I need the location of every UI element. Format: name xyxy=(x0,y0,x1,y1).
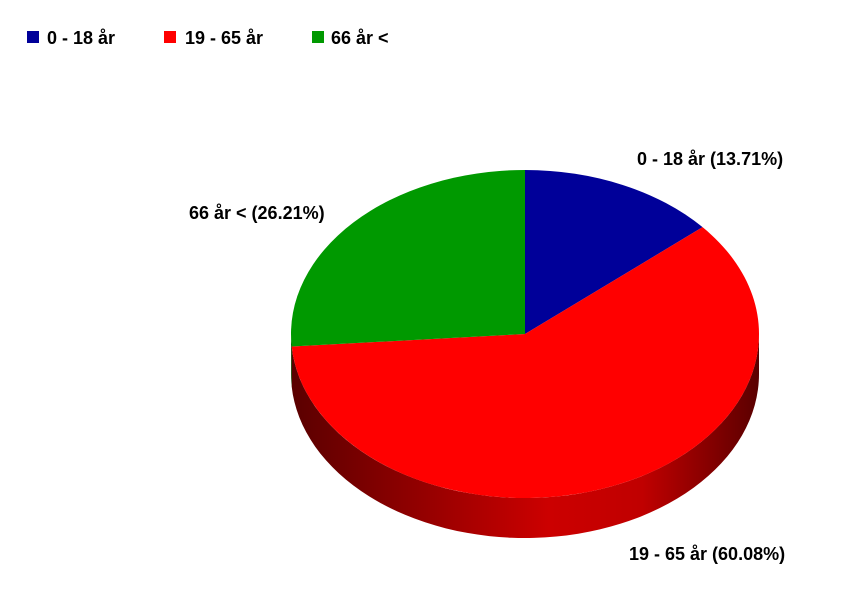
slice-label-19-65: 19 - 65 år (60.08%) xyxy=(629,544,786,564)
pie-slice-66-plus xyxy=(291,170,525,346)
legend-label-66-plus: 66 år < xyxy=(331,28,389,48)
slice-label-0-18: 0 - 18 år (13.71%) xyxy=(637,149,784,169)
legend-label-19-65: 19 - 65 år xyxy=(185,28,264,48)
legend-label-0-18: 0 - 18 år xyxy=(47,28,116,48)
legend-item-0-18 xyxy=(27,28,115,48)
legend-item-66-plus xyxy=(312,28,389,48)
legend-swatch-19-65 xyxy=(164,31,176,43)
slice-label-66-plus: 66 år < (26.21%) xyxy=(189,203,325,223)
legend-swatch-0-18 xyxy=(27,31,39,43)
pie-top-face xyxy=(291,170,759,498)
legend xyxy=(27,28,389,48)
legend-item-19-65 xyxy=(164,28,263,48)
legend-swatch-66-plus xyxy=(312,31,324,43)
